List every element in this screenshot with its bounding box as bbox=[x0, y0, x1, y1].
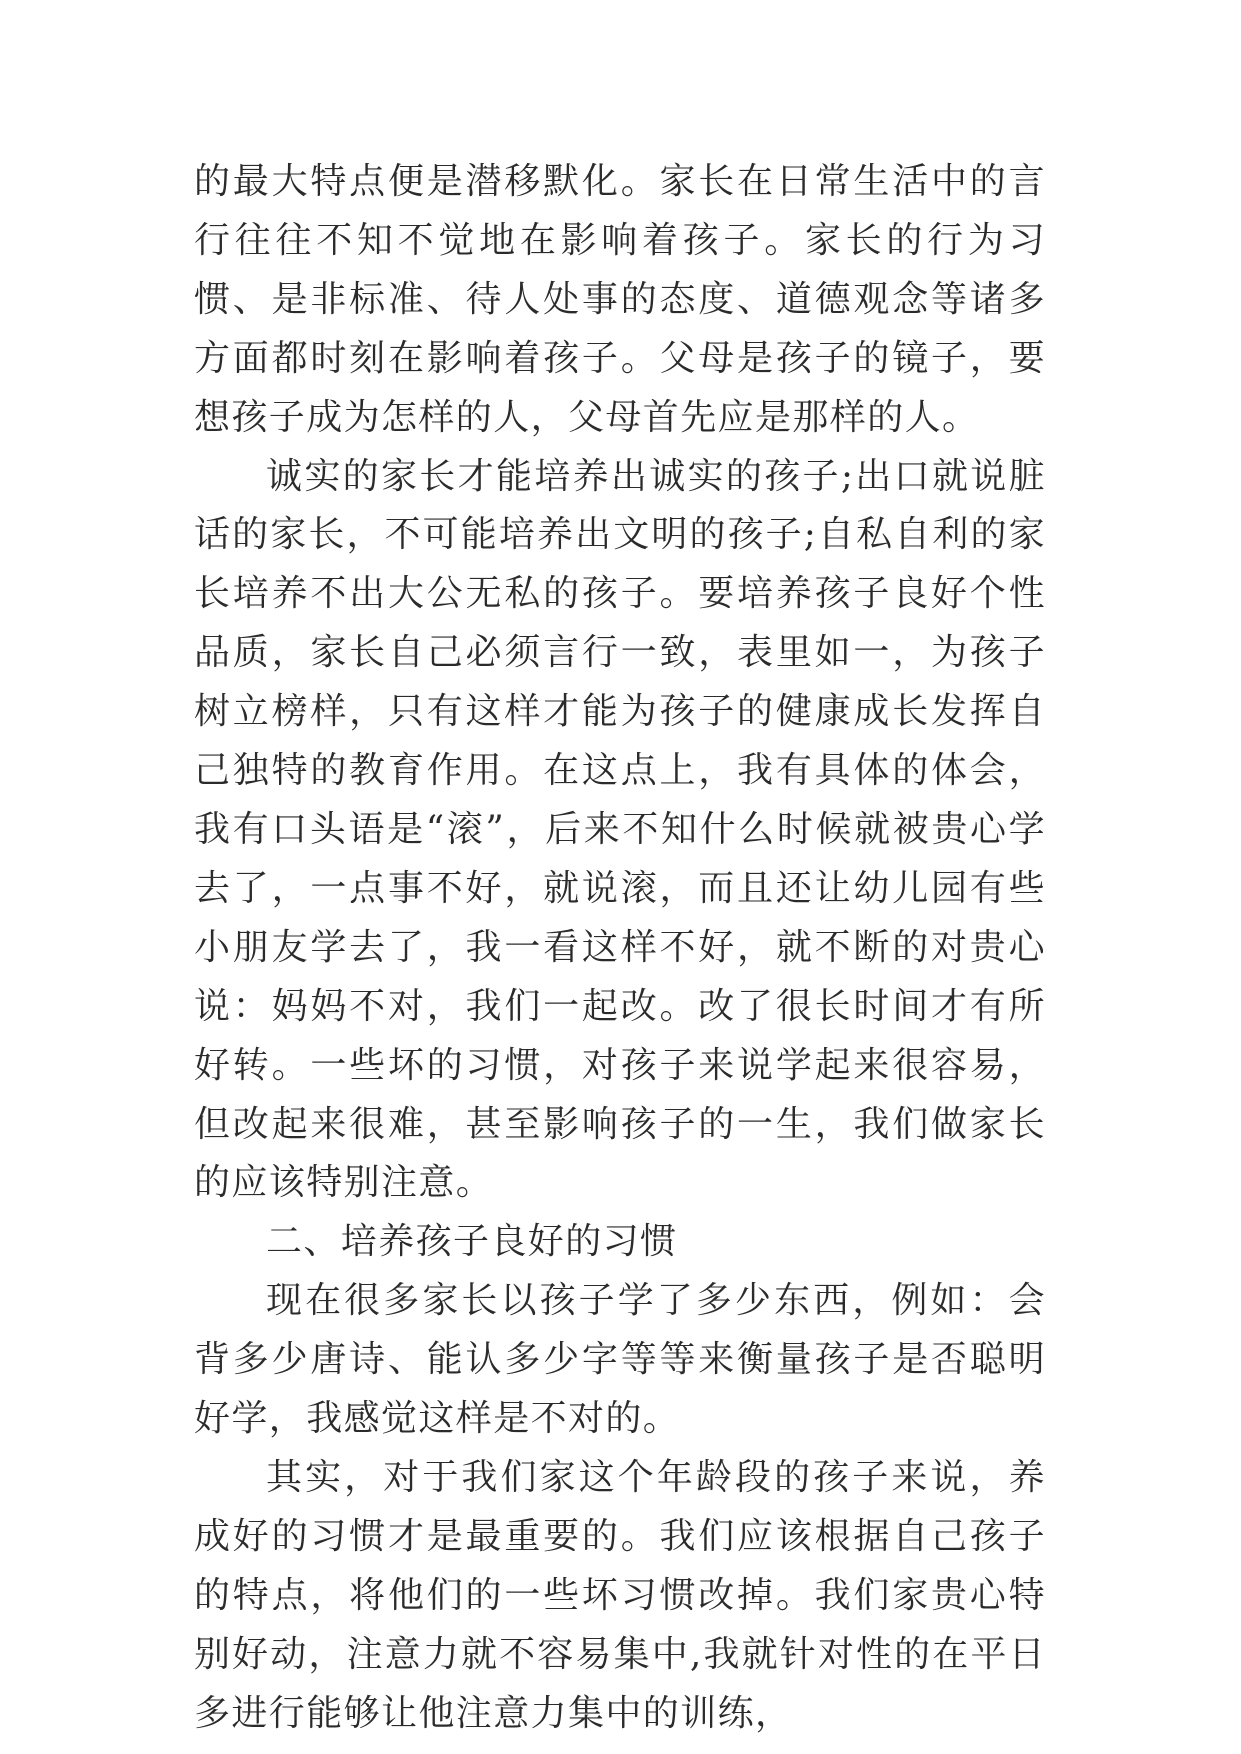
body-paragraph-1: 的最大特点便是潜移默化。家长在日常生活中的言行往往不知不觉地在影响着孩子。家长的行为习惯、是非标准、待人处事的态度、道德观念等诸多方面都时刻在影响着孩子。父母是孩子的镜子，要想孩子成为怎样的人，父母首先应是那样的人。 bbox=[194, 161, 1046, 438]
body-paragraph-3: 现在很多家长以孩子学了多少东西，例如：会背多少唐诗、能认多少字等等来衡量孩子是否聪明好学，我感觉这样是不对的。 bbox=[194, 1280, 1046, 1440]
section-heading: 二、培养孩子良好的习惯 bbox=[266, 1221, 678, 1263]
body-paragraph-4: 其实，对于我们家这个年龄段的孩子来说，养成好的习惯才是最重要的。我们应该根据自己孩子的特点，将他们的一些坏习惯改掉。我们家贵心特别好动，注意力就不容易集中,我就针对性的在平日多进行能够让他注意力集中的训练， bbox=[194, 1456, 1046, 1734]
body-paragraph-2: 诚实的家长才能培养出诚实的孩子;出口就说脏话的家长，不可能培养出文明的孩子;自私自利的家长培养不出大公无私的孩子。要培养孩子良好个性品质，家长自己必须言行一致，表里如一，为孩子树立榜样，只有这样才能为孩子的健康成长发挥自己独特的教育作用。在这点上，我有具体的体会，我有口头语是“滚”，后来不知什么时候就被贵心学去了，一点事不好，就说滚，而且还让幼儿园有些小朋友学去了，我一看这样不好，就不断的对贵心说：妈妈不对，我们一起改。改了很长时间才有所好转。一些坏的习惯，对孩子来说学起来很容易，但改起来很难，甚至影响孩子的一生，我们做家长的应该特别注意。 bbox=[194, 455, 1046, 1204]
